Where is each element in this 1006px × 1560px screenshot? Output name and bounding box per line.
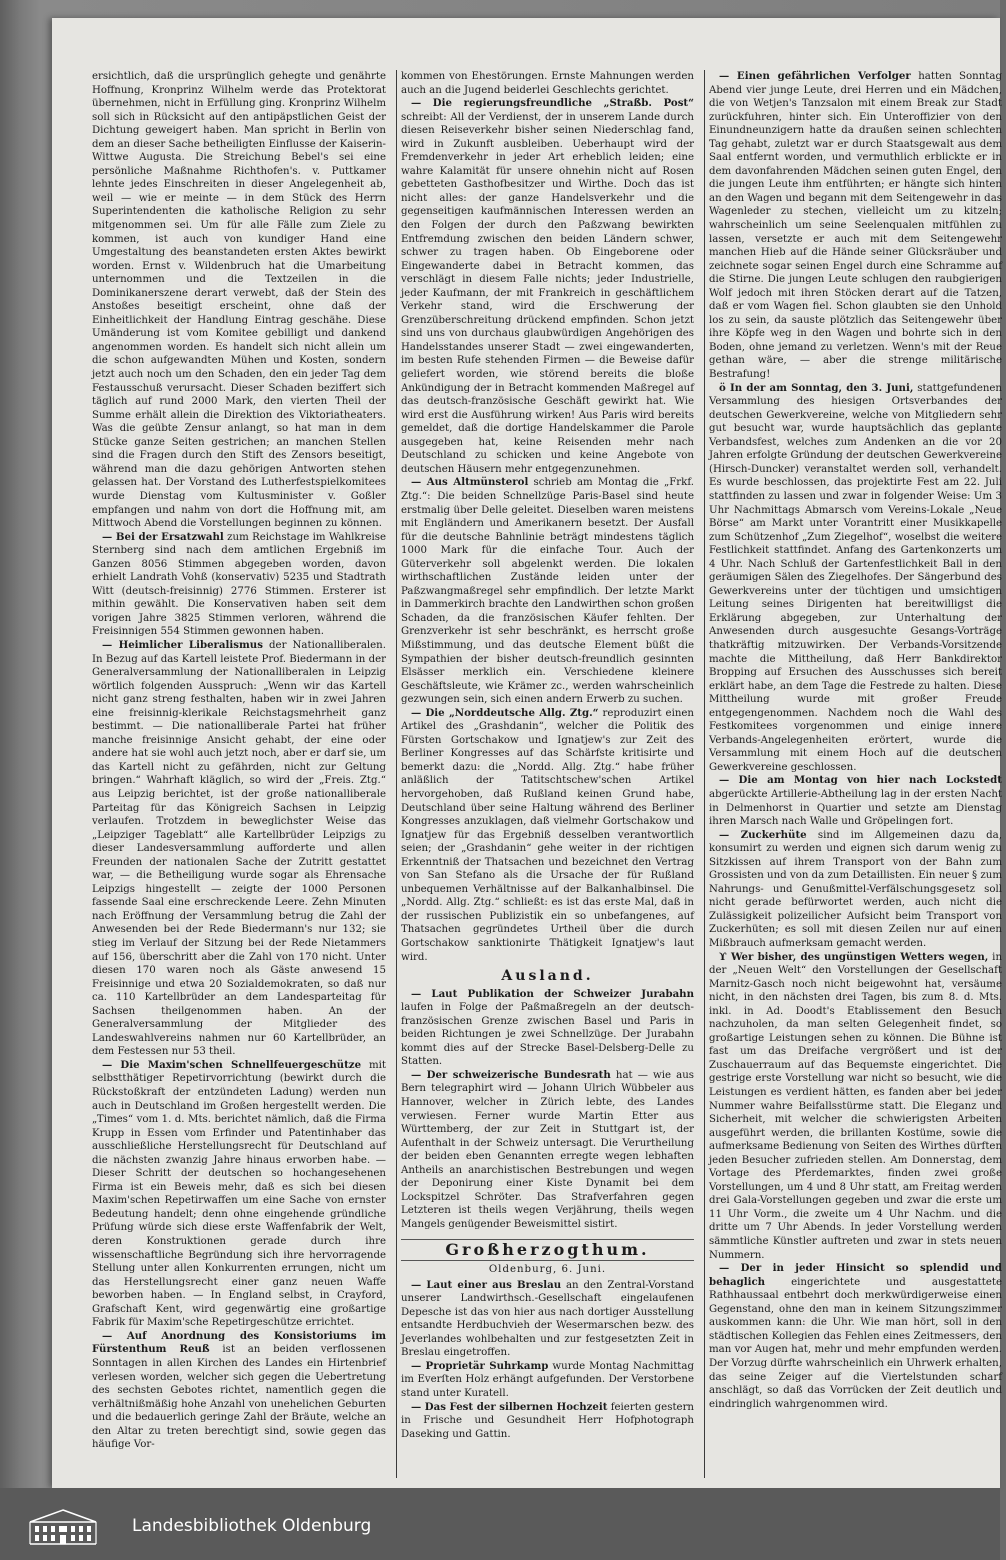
article-paragraph bbox=[401, 1279, 694, 1360]
article-paragraph bbox=[709, 829, 1002, 951]
article-text: der Nationalliberalen. In Bezug auf das Kartell leistete Prof. Biedermann in der Generalversammlung der Nationalliberalen in Leipzig wörtlich folgenden Ausspruch: „Wenn wir das Kartell nicht ganz streng festhalten, haben wir in zwei Jahren eine freisinnig-klerikale Reichstagsmehrheit ganz bestimmt. — Die nationalliberale Partei hat früher manche freisinnige Ansicht gehabt, der eine oder andere hat sie wohl auch jetzt noch, aber er darf sie, um das Kartell nicht zu gefährden, nicht zur Geltung bringen.“ Wahrhaft kläglich, so wird der „Freis. Ztg.“ aus Leipzig berichtet, ist der große nationalliberale Parteitag für das Königreich Sachsen in Leipzig verlaufen. Trotzdem in beweglichster Weise das „Leipziger Tageblatt“ alle Kartellbrüder Leipzigs zu dieser Landesversammlung aufforderte und allen Freunden der nationalen Sache der Zutritt gestattet war, — die Betheiligung wurde sogar als Ehrensache Leipzigs hingestellt — zeigte der 1000 Personen fassende Saal eine erschreckende Leere. Zehn Minuten nach Eröffnung der Versammlung betrug die Zahl der Anwesenden bei der Rede Biedermann's nur 132; sie stieg im Verlauf der Sitzung bei der Rede Nietammers auf 156, überschritt aber die Zahl von 170 nicht. Unter diesen 170 waren noch als Gäste anwesend 15 Freisinnige und etwa 20 Sozialdemokraten, so daß nur ca. 110 Kartellbrüder an dem Landesparteitag für Sachsen theilgenommen haben. An der Generalversammlung der Mitglieder des Landeswahlvereins nahmen nur 60 Kartellbrüder, an dem Festessen nur 53 theil. bbox=[92, 639, 386, 1058]
article-text: hat — wie aus Bern telegraphirt wird — Johann Ulrich Wübbeler aus Hannover, welcher in Zürich lebte, des Landes verwiesen. Ferner wurde Martin Etter aus Württemberg, der zur Zeit in Stuttgart ist, der Aufenthalt in der Schweiz untersagt. Die Verurtheilung der beiden eben Genannten erregte wegen lebhaften Antheils an anarchistischen Bestrebungen und wegen der Deponirung einer Kiste Dynamit bei dem Lockspitzel Schröter. Das Strafverfahren gegen Letzteren ist theils wegen Verjährung, theils wegen Mangels genügender Beweismittel sistirt. bbox=[401, 1069, 695, 1230]
article-lead: — Das Fest der silbernen Hochzeit bbox=[411, 1400, 608, 1413]
article-lead: — Die regierungsfreundliche „Straßb. Post“ bbox=[411, 97, 694, 110]
section-heading: Großherzogthum. bbox=[401, 1239, 694, 1261]
article-text: zum Reichstage im Wahlkreise Sternberg sind nach dem amtlichen Ergebniß im Ganzen 8056 Stimmen abgegeben worden, davon erhielt Landrath Vohß (konservativ) 5235 und Stadtrath Witt (deutsch-freisinnig) 2776 Stimmen. Ersterer ist mithin gewählt. Die Konservativen haben seit dem vorigen Jahre 3825 Stimmen verloren, während die Freisinnigen 554 Stimmen gewonnen haben. bbox=[92, 531, 386, 638]
article-text: abgerückte Artillerie-Abtheilung lag in der ersten Nacht in Delmenhorst in Quartier und setzte am Dienstag ihren Marsch nach Walle und Gröpelingen fort. bbox=[709, 788, 1002, 828]
article-lead: — Laut Publikation der Schweizer Jurabahn bbox=[411, 987, 694, 1000]
article-text: sind im Allgemeinen dazu da, konsumirt zu werden und eignen sich darum wenig zu Sitzkissen auf ihrem Transport von der Bahn zum Grossisten und von da zum Detaillisten. Ein neuer § zum Nahrungs- und Genußmittel-Verfälschungsgesetz soll nicht gerade befürwortet werden, auch nicht die Zulässigkeit polizeilicher Aufsicht beim Transport von Zuckerhüten; es soll mit diesen Zeilen nur auf einen Mißbrauch aufmerksam gemacht werden. bbox=[709, 829, 1002, 949]
article-paragraph bbox=[709, 951, 1002, 1263]
article-text: hatten Sonntag Abend vier junge Leute, drei Herren und ein Mädchen, die von Wetjen's Tanzsalon mit einem Break zur Stadt zurückfuhren, hinter sich. Ein Unteroffizier von den Einundneunzigern hatte da draußen seinen schlechten Tag gehabt, zuletzt war er durch Staatsgewalt aus dem Saal entfernt worden, und vermuthlich erblickte er in dem davonfahrenden Mädchen seinen guten Engel, den die jungen Leute ihm entführten; er hängte sich hinten an den Wagen und begann mit dem Seitengewehr in das Wagenleder zu stechen, vielleicht um zu kitzeln; wahrscheinlich um seine Seelenqualen mitfühlen zu lassen, versetzte er auch mit dem Seitengewehr manchen Hieb auf die Hände seiner Glücksräuber und zeichnete sogar seinen Engel durch eine Schramme auf die Stirne. Die jungen Leute schlugen den raubgierigen Wolf jedoch mit ihren Stöcken derart auf die Tatzen, daß er vom Wagen fiel. Schon glaubten sie den Unhold los zu sein, da sauste plötzlich das Seitengewehr über ihre Köpfe weg in den Wagen und bohrte sich in den Boden, ohne jemand zu verletzen. Wenn's mit der Reue gethan wäre, — aber die strenge militärische Bestrafung! bbox=[709, 71, 1002, 381]
newspaper-columns bbox=[88, 70, 1003, 1478]
article-paragraph bbox=[92, 1330, 386, 1452]
article-text: ist an beiden verflossenen Sonntagen in allen Kirchen des Landes ein Hirtenbrief verlesen worden, welcher sich gegen die Uebertretung des sechsten Gebotes richtet, namentlich gegen die verhältnißmäßig hohe Anzahl von unehelichen Geburten und die bedauerlich geringe Zahl der Bräute, welche an den Altar zu treten berechtigt sind, sowie gegen das häufige Vor- bbox=[92, 1344, 386, 1451]
section-heading: Ausland. bbox=[501, 968, 594, 985]
article-paragraph bbox=[92, 70, 386, 531]
article-paragraph bbox=[401, 707, 694, 964]
article-text: laufen in Folge der Paßmaßregeln an der deutsch-französischen Grenze zwischen Basel und Paris in beiden Richtungen je zwei Schnellzüge. Der Jurabahn kommt dies auf der Strecke Basel-Delsberg-Delle zu Statten. bbox=[401, 1002, 694, 1068]
column-left bbox=[88, 70, 390, 1478]
library-building-icon bbox=[28, 1508, 98, 1546]
article-lead: — Die am Montag von hier nach Lockstedt bbox=[719, 774, 1002, 787]
article-lead: — Die „Norddeutsche Allg. Ztg.“ bbox=[411, 706, 599, 719]
article-text: in der „Neuen Welt“ den Vorstellungen der Gesellschaft Marnitz-Gasch noch nicht beigewohnt hat, versäume nicht, in den nächsten drei Tagen, bis zum 8. d. Mts. inkl. in Ad. Doodt's Etablissement den Besuch nachzuholen, da man selten Gelegenheit findet, so großartige Leistungen sehen zu können. Die Bühne ist fast um das Dreifache vergrößert und ist der Zuschauerraum auf das Bequemste eingerichtet. Die gestrige erste Vorstellung war nicht so besucht, wie die Leistungen es verdient hätten, es fanden aber bei jeder Nummer wahre Beifallsstürme statt. Die Eleganz und Sicherheit, mit welcher die schwierigsten Arbeiten ausgeführt werden, die brillanten Kostüme, sowie die aufmerksame Bedienung von Seiten des Wirthes dürften jeden Besucher zufrieden stellen. Am Donnerstag, dem Vortage des Pferdemarktes, finden zwei große Vorstellungen, um 4 und 8 Uhr statt, am Freitag werden drei Gala-Vorstellungen gegeben und zwar die erste um 11 Uhr Vorm., die zweite um 4 Uhr Nachm. und die dritte um 7 Uhr Abends. In jeder Vorstellung werden sämmtliche Künstler auftreten und zwar in stets neuen Nummern. bbox=[709, 951, 1003, 1261]
newspaper-page bbox=[52, 18, 1003, 1488]
article-paragraph bbox=[709, 382, 1002, 775]
article-lead: — Auf Anordnung des Konsistoriums im Fürstenthum Reuß bbox=[92, 1329, 386, 1356]
article-text: kommen von Ehestörungen. Ernste Mahnungen werden auch an die Jugend beiderlei Geschlechts gerichtet. bbox=[401, 71, 694, 96]
dateline: Oldenburg, 6. Juni. bbox=[488, 1264, 607, 1276]
article-lead: — Aus Altmünsterol bbox=[411, 476, 529, 489]
article-paragraph bbox=[401, 1360, 694, 1401]
article-text: wurde Montag Nachmittag im Everſten Holz erhängt aufgefunden. Der Verstorbene stand unter Kuratell. bbox=[401, 1360, 694, 1399]
article-text: an den Zentral-Vorstand unserer Landwirthsch.-Gesellschaft eingelaufenen Depesche ist das von hier aus nach dortiger Ausstellung entsandte Herdbuchvieh der Wesermarschen bezw. des Jeverlandes wohlbehalten und zur festgesetzten Zeit in Breslau eingetroffen. bbox=[401, 1279, 694, 1359]
article-paragraph bbox=[401, 988, 694, 1069]
article-paragraph bbox=[401, 1401, 694, 1442]
article-paragraph bbox=[709, 1262, 1002, 1411]
article-paragraph bbox=[709, 70, 1002, 382]
library-name: Landesbibliothek Oldenburg bbox=[132, 1516, 372, 1536]
article-lead: — Laut einer aus Breslau bbox=[411, 1278, 562, 1291]
article-paragraph bbox=[92, 639, 386, 1059]
article-paragraph bbox=[401, 70, 694, 97]
article-paragraph bbox=[92, 1059, 386, 1330]
column-right bbox=[704, 70, 1006, 1478]
article-lead: ϒ Wer bisher, des ungünstigen Wetters wegen, bbox=[719, 950, 989, 963]
article-lead: — Bei der Ersatzwahl bbox=[102, 530, 224, 543]
article-lead: — Zuckerhüte bbox=[719, 828, 807, 841]
article-paragraph bbox=[709, 774, 1002, 828]
article-text: schrieb am Montag die „Frkf. Ztg.“: Die beiden Schnellzüge Paris-Basel sind heute erstmalig über Delle geleitet. Dieselben waren meistens mit Engländern und Amerikanern besetzt. Der Ausfall für die deutsche Bahnlinie beträgt mindestens täglich 1000 Mark für die einfache Tour. Auch der Güterverkehr soll abgelenkt werden. Die lokalen wirthschaftlichen Zustände leiden unter der Paßzwangmaßregel sehr empfindlich. Der letzte Markt in Dammerkirch brachte den Landwirthen schon großen Schaden, da die französischen Käufer fehlten. Der Grenzverkehr ist sehr beschränkt, es herrscht große Mißstimmung, und das deutsche Element büßt die Sympathien der bisher deutsch-freundlich gesinnten Elsässer merklich ein. Verschiedene kleinere Geschäftsleute, wie Krämer zc., werden wahrscheinlich gezwungen sein, sich einen andern Erwerb zu suchen. bbox=[401, 477, 694, 706]
article-text: eingerichtete und ausgestattete Rathhaussaal entbehrt doch merkwürdigerweise einen Gegenstand, ohne den man in keinem Sitzungszimmer auskommen kann: die Uhr. Wie man hört, soll in den städtischen Kollegien das Fehlen eines Zeitmessers, den man vor Augen hat, mehr und mehr empfunden werden. Der Vorzug dürfte wahrscheinlich ein Uhrwerk erhalten, das seine Zeiger auf die Viertelstunden scharf anschlägt, so daß das Vorrücken der Zeit deutlich und eindringlich wahrgenommen wird. bbox=[709, 1276, 1002, 1410]
article-lead: — Die Maxim'schen Schnellfeuergeschütze bbox=[102, 1058, 362, 1071]
article-text: schreibt: All der Verdienst, der in unserem Lande durch diesen Reiseverkehr bisher seinen Niederschlag fand, wird in Zukunft ausbleiben. Ueberhaupt wird der Fremdenverkehr in jeder Art erheblich leiden; eine wahre Kalamität für unsere ohnehin nicht auf Rosen gebetteten Gasthofbesitzer und Wirthe. Doch das ist nicht alles: der ganze Handelsverkehr und die gegenseitigen kaufmännischen Interessen werden an den Folgen der durch den Paßzwang bewirkten Entfremdung zwischen den beiden Ländern schwer, schwer zu tragen haben. Ob Eingeborene oder Eingewanderte dabei in Betracht kommen, das verschlägt in diesem Falle nichts; jeder Industrielle, jeder Kaufmann, der mit Frankreich in geschäftlichem Verkehr stand, wird die Erschwerung der Grenzüberschreitung drückend empfinden. Schon jetzt sind uns von durchaus glaubwürdigen Angehörigen des Handelsstandes unserer Stadt — zwei eingewanderten, im besten Rufe stehenden Firmen — die Beweise dafür geliefert worden, wie störend bereits die bloße Ankündigung der in Betracht kommenden Maßregel auf das deutsch-französische Geschäft gewirkt hat. Wie wird erst die Ausführung wirken! Aus Paris wird bereits gemeldet, daß die dortige Handelskammer die Parole ausgegeben hat, keine Reisenden mehr nach Deutschland zu schicken und keine Angebote von deutschen Häusern mehr entgegenzunehmen. bbox=[401, 111, 694, 475]
article-lead: — Der schweizerische Bundesrath bbox=[411, 1068, 611, 1081]
article-lead: — Heimlicher Liberalismus bbox=[102, 638, 263, 651]
article-text: stattgefundenen Versammlung des hiesigen Ortsverbandes der deutschen Gewerkvereine, welche von Mitgliedern sehr gut besucht war, wurde hauptsächlich das geplante Verbandsfest, welches zum Andenken an die vor 20 Jahren erfolgte Gründung der deutschen Gewerkvereine (Hirsch-Duncker) veranstaltet werden soll, verhandelt. Es wurde beschlossen, das projektirte Fest am 22. Juli stattfinden zu lassen und zwar in folgender Weise: Um 3 Uhr Nachmittags Abmarsch vom Vereins-Lokale „Neue Börse“ am Markt unter Vorantritt einer Musikkapelle zum Schützenhof „Zum Ziegelhof“, woselbst die weitere Festlichkeit stattfindet. Anfang des Gartenkonzerts um 4 Uhr. Nach Schluß der Gartenfestlichkeit Ball in den geräumigen Sälen des Ziegelhofes. Der Sängerbund des Gewerkvereins unter der tüchtigen und umsichtigen Leitung seines Dirigenten hat bereitwilligst die Erklärung abgegeben, zur Unterhaltung der Anwesenden durch ausgesuchte Gesangs-Vorträge thatkräftig mitzuwirken. Der Verbands-Vorsitzende machte die Mittheilung, daß Herr Bankdirektor Bropping auf Ersuchen des Ausschusses sich bereit erklärt habe, an dem Tage die Festrede zu halten. Diese Mittheilung wurde mit großer Freude entgegengenommen. Nachdem noch die Wahl des Festkomitees vorgenommen und einige innere Verbands-Angelegenheiten erörtert, wurde die Versammlung mit einem Hoch auf die deutschen Gewerkvereine geschlossen. bbox=[709, 382, 1002, 773]
article-paragraph bbox=[92, 531, 386, 639]
article-lead: ö In der am Sonntag, den 3. Juni, bbox=[719, 381, 914, 394]
article-paragraph bbox=[401, 476, 694, 706]
article-lead: — Proprietär Suhrkamp bbox=[411, 1359, 549, 1372]
article-text: ersichtlich, daß die ursprünglich gehegte und genährte Hoffnung, Kronprinz Wilhelm werde das Protektorat übernehmen, nicht in Erfüllung ging. Kronprinz Wilhelm soll sich in Rücksicht auf den antipäpstlichen Geist der Dichtung geweigert haben. Man spricht in Berlin von dem an dieser Sache betheiligten Einflusse der Kaiserin-Wittwe Augusta. Die Streichung Bebel's sei eine persönliche Maßnahme Richthofen's. v. Puttkamer lehnte jedes Einschreiten in dieser Angelegenheit ab, weil — wie er meinte — in dem Stück des Herrn Superintendenten die katholische Religion zu sehr mitgenommen sei. Um für alle Fälle zum Ziele zu kommen, ist auch von kundiger Hand eine Umgestaltung des beanstandeten ersten Aktes bewirkt worden. Ernst v. Wildenbruch hat die Umarbeitung unternommen und die Textzeilen in die Dominikanerszene derart verwebt, daß der Stein des Anstoßes beseitigt erscheint, ohne daß der Einheitlichkeit der Handlung Eintrag geschähe. Diese Umänderung ist vom Komitee gebilligt und dankend angenommen worden. Es handelt sich nicht allein um die schon aufgewandten Mühen und Kosten, sondern jetzt auch noch um den Schaden, den ein jeder Tag dem Festausschuß verursacht. Dieser Schaden beziffert sich täglich auf rund 2000 Mark, den vierten Theil der Summe erhält allein die Direktion des Viktoriatheaters. Was die geübte Zensur anlangt, so hat man in dem Stücke ganze Seiten gestrichen; an manchen Stellen sind die Fragen durch den Stift des Zensors beseitigt, während man die dazu gehörigen Antworten stehen gelassen hat. Der Vorstand des Lutherfestspielkomitees wurde Dienstag vom Kultusminister v. Goßler empfangen und nahm von dort die Hoffnung mit, am Mittwoch Abend die Vorstellungen beginnen zu können. bbox=[92, 71, 386, 530]
library-footer-bar bbox=[0, 1488, 1000, 1560]
article-lead: — Einen gefährlichen Verfolger bbox=[719, 70, 911, 82]
article-paragraph bbox=[401, 1069, 694, 1232]
article-paragraph bbox=[401, 97, 694, 476]
column-middle bbox=[396, 70, 698, 1478]
article-text: feierten gestern in Frische und Gesundheit Herr Hofphotograph Daseking und Gattin. bbox=[401, 1401, 694, 1440]
article-text: mit selbstthätiger Repetirvorrichtung (bewirkt durch die Rückstoßkraft der entzündeten Ladung) werden nun auch in Deutschland im Großen hergestellt werden. Die „Times“ vom 1. d. Mts. berichtet nämlich, daß die Firma Krupp in Essen vom Erfinder und Patentinhaber das ausschließliche Herstellungsrecht für Deutschland auf die nächsten zwanzig Jahre hinaus erworben habe. — Dieser Schritt der deutschen so hochangesehenen Firma ist ein Beweis mehr, daß es sich bei diesen Maxim'schen Repetirwaffen um eine Sache von ernster Bedeutung handelt; denn ohne eingehende gründliche Prüfung würde sich diese erste Waffenfabrik der Welt, deren Konstruktionen gerade durch ihre wissenschaftliche Begründung sich ihre hervorragende Stellung unter allen Konkurrenten errungen, nicht um das Herstellungsrecht einer ganz neuen Waffe beworben haben. — In England selbst, in Crayford, Grafschaft Kent, wird gegenwärtig eine großartige Fabrik für Maxim'sche Repetirgeschütze errichtet. bbox=[92, 1059, 386, 1329]
article-lead: — Der in jeder Hinsicht so splendid und behaglich bbox=[709, 1262, 1002, 1288]
article-text: reproduzirt einen Artikel des „Grashdanin“, welcher die Politik des Fürsten Gortschakow und Ignatjew's zur Zeit des Berliner Kongresses auf das Schärfste kritisirte und bemerkt dazu: die „Nordd. Allg. Ztg.“ habe früher anläßlich der Tatitschtschew'schen Artikel hervorgehoben, daß Rußland keinen Grund habe, Deutschland über seine Haltung während des Berliner Kongresses anzuklagen, daß vielmehr Gortschakow und Ignatjew für das Ergebniß desselben verantwortlich seien; der „Grashdanin“ gehe weiter in der richtigen Erkenntniß der Thatsachen und bezeichnet den Vertrag von San Stefano als die Ursache der für Rußland unbequemen Verhältnisse auf der Balkanhalbinsel. Die „Nordd. Allg. Ztg.“ schließt: es ist das erste Mal, daß in der russischen Publizistik ein so unbefangenes, auf Thatsachen gegründetes Urtheil über die durch Gortschakow sanktionirte Thätigkeit Ignatjew's laut wird. bbox=[401, 707, 694, 963]
